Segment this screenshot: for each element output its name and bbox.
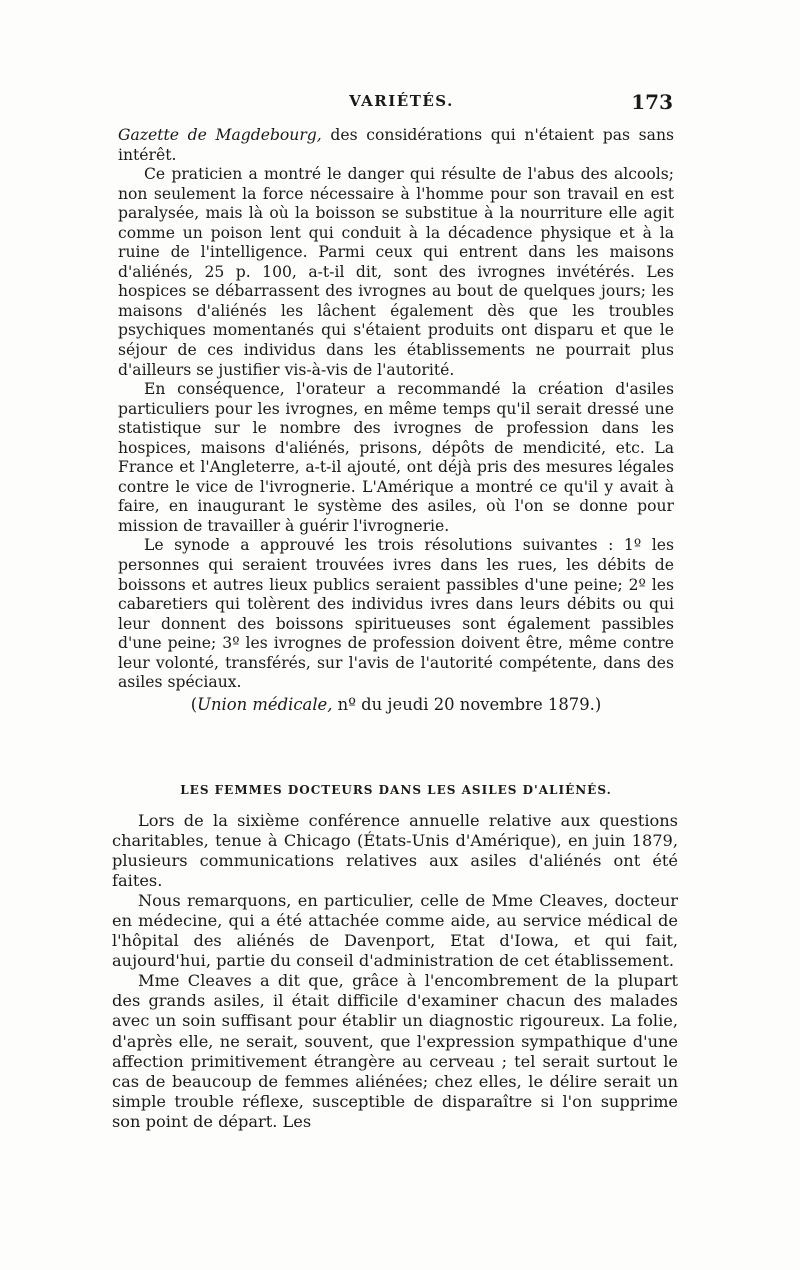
paragraph: En conséquence, l'orateur a recommandé la création d'asiles particuliers pour les ivrognes, en même temps qu'il serait dressé une statistique sur le nombre des ivrognes de profession dans les hospices, maisons d'aliénés, prisons, dépôts de mendicité, etc. La France et l'Angleterre, a-t-il ajouté, ont déjà pris des mesures légales contre le vice de l'ivrognerie. L'Amérique a montré ce qu'il y avait à faire, en inaugurant le système des asiles, où l'on se donne pour mission de travailler à guérir l'ivrognerie. [118,380,674,535]
paragraph: Le synode a approuvé les trois résolutions suivantes : 1º les personnes qui seraient trouvées ivres dans les rues, les débits de boissons et autres lieux publics seraient passibles d'une peine; 2º les cabaretiers qui tolèrent des individus ivres dans leurs débits ou qui leur donnent des boissons spiritueuses sont également passibles d'une peine; 3º les ivrognes de profession doivent être, même contre leur volonté, transférés, sur l'avis de l'autorité compétente, dans des asiles spéciaux. [118,536,674,692]
journal-title: Gazette de Magdebourg, [118,126,322,144]
section-heading: LES FEMMES DOCTEURS DANS LES ASILES D'ALIÉNÉS. [180,783,612,797]
article-body [112,811,678,1132]
source-open-paren: ( [190,694,198,714]
article-continuation [118,126,674,714]
paragraph-text: des considérations qui n'étaient pas sans intérêt. [118,126,674,164]
paragraph: Mme Cleaves a dit que, grâce à l'encombrement de la plupart des grands asiles, il était difficile d'examiner chacun des malades avec un soin suffisant pour établir un diagnostic rigoureux. La folie, d'après elle, ne serait, souvent, que l'expression sympathique d'une affection primitivement étrangère au cerveau ; tel serait surtout le cas de beaucoup de femmes aliénées; chez elles, le délire serait un simple trouble réflexe, susceptible de disparaître si l'on supprime son point de départ. Les [112,971,678,1131]
paragraph: Lors de la sixième conférence annuelle relative aux questions charitables, tenue à Chicago (États-Unis d'Amérique), en juin 1879, plusieurs communications relatives aux asiles d'aliénés ont été faites. [112,811,678,891]
source-citation [118,695,674,715]
paragraph: Ce praticien a montré le danger qui résulte de l'abus des alcools; non seulement la force nécessaire à l'homme pour son travail en est paralysée, mais là où la boisson se substitue à la nourriture elle agit comme un poison lent qui conduit à la décadence physique et à la ruine de l'intelligence. Parmi ceux qui entrent dans les maisons d'aliénés, 25 p. 100, a-t-il dit, sont des ivrognes invétérés. Les hospices se débarrassent des ivrognes au bout de quelques jours; les maisons d'aliénés les lâchent également dès que les troubles psychiques momentanés qui s'étaient produits ont disparu et que le séjour de ces individus dans les établissements ne pourrait plus d'ailleurs se justifier vis-à-vis de l'autorité. [118,165,674,379]
page-header [130,92,673,118]
page-number: 173 [631,90,673,114]
running-title: VARIÉTÉS. [349,92,454,110]
paragraph [118,126,674,165]
source-details: nº du jeudi 20 novembre 1879.) [332,694,602,714]
paragraph: Nous remarquons, en particulier, celle de Mme Cleaves, docteur en médecine, qui a été attachée comme aide, au service médical de l'hôpital des aliénés de Davenport, Etat d'Iowa, et qui fait, aujourd'hui, partie du conseil d'administration de cet établissement. [112,891,678,971]
source-journal: Union médicale, [197,694,333,714]
